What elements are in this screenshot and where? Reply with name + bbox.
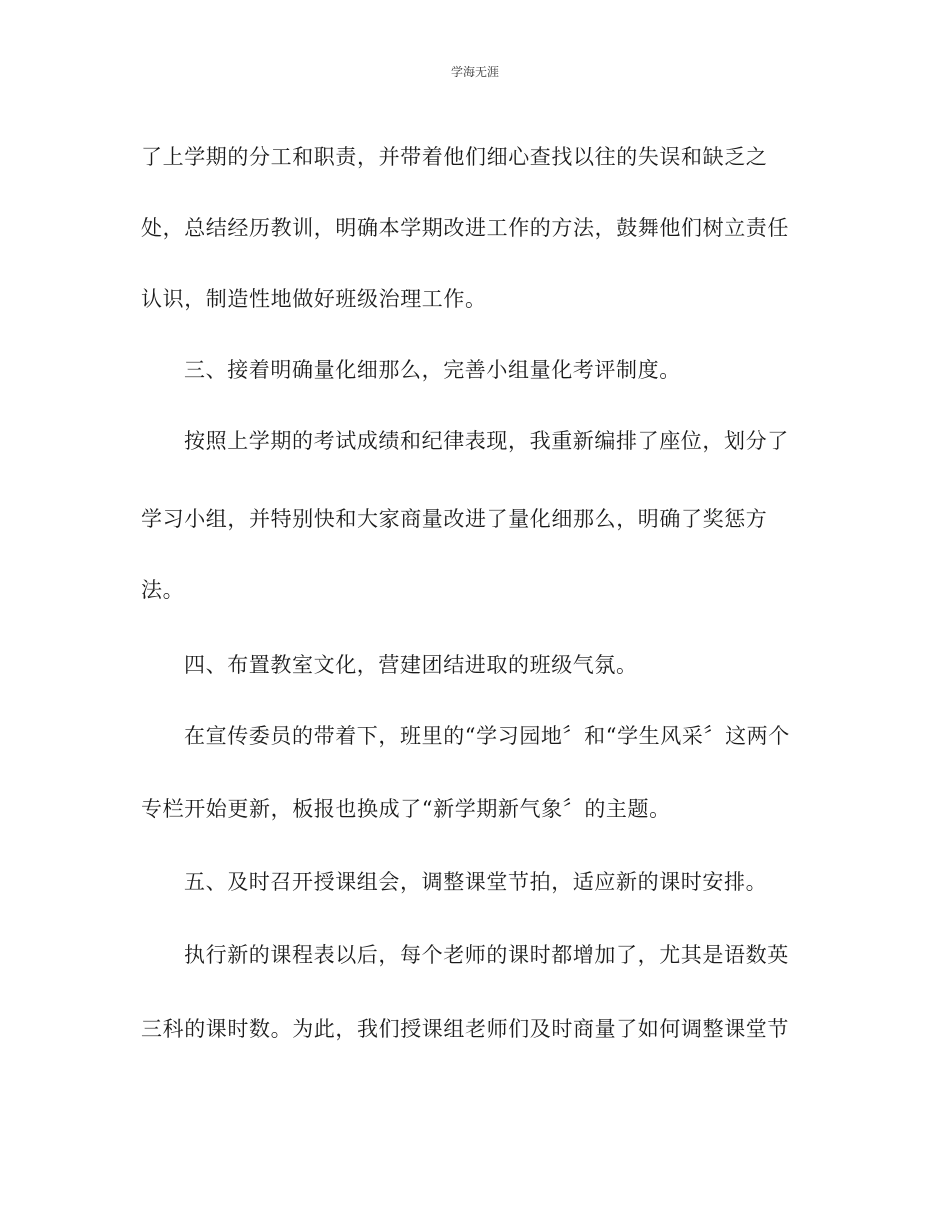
text-line: 认识，制造性地做好班级治理工作。 [141,287,487,311]
text-line: 按照上学期的考试成绩和纪律表现，我重新编排了座位，划分了 [184,429,789,453]
text-line: 执行新的课程表以后，每个老师的课时都增加了，尤其是语数英 [184,943,789,967]
text-line: 了上学期的分工和职责，并带着他们细心查找以往的失误和缺乏之 [141,145,768,169]
text-line: 在宣传委员的带着下，班里的“学习园地〞和“学生风采〞这两个 [184,724,790,748]
text-line: 三科的课时数。为此，我们授课组老师们及时商量了如何调整课堂节 [141,1017,789,1041]
text-line: 法。 [141,578,185,602]
text-line: 学习小组，并特别快和大家商量改进了量化细那么，明确了奖惩方 [141,507,768,531]
text-line: 专栏开始更新，板报也换成了“新学期新气象〞的主题。 [141,797,671,821]
section-heading-3: 三、接着明确量化细那么，完善小组量化考评制度。 [184,358,681,382]
section-heading-4: 四、布置教室文化，营建团结进取的班级气氛。 [184,653,638,677]
section-heading-5: 五、及时召开授课组会，调整课堂节拍，适应新的课时安排。 [184,870,768,894]
page-header: 学海无涯 [450,65,499,79]
text-line: 处，总结经历教训，明确本学期改进工作的方法，鼓舞他们树立责任 [141,216,789,240]
